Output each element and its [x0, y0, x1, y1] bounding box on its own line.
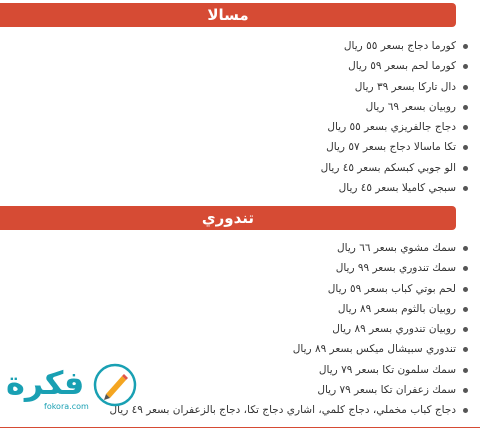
list-item: دجاج جالفريزي بسعر ٥٥ ريال	[0, 117, 470, 137]
menu-list-masala	[0, 36, 470, 198]
fikra-logo	[4, 360, 144, 418]
list-item: دال تاركا بسعر ٣٩ ريال	[0, 77, 470, 97]
list-item: دجاج كباب مخملي، دجاج كلمي، اشاري دجاج تكا، دجاج بالزعفران بسعر ٤٩ ريال	[0, 400, 470, 420]
list-item: كورما لحم بسعر ٥٩ ريال	[0, 56, 470, 76]
list-item: سمك تندوري بسعر ٩٩ ريال	[0, 258, 470, 278]
list-item: سمك مشوي بسعر ٦٦ ريال	[0, 238, 470, 258]
list-item: الو جوبي كبسكم بسعر ٤٥ ريال	[0, 158, 470, 178]
list-item: سبجي كاميلا بسعر ٤٥ ريال	[0, 178, 470, 198]
list-item: روبيان بالثوم بسعر ٨٩ ريال	[0, 299, 470, 319]
list-item: روبيان بسعر ٦٩ ريال	[0, 97, 470, 117]
list-item: تكا ماسالا دجاج بسعر ٥٧ ريال	[0, 137, 470, 157]
list-item: روبيان تندوري بسعر ٨٩ ريال	[0, 319, 470, 339]
list-item: لحم بوتي كباب بسعر ٥٩ ريال	[0, 279, 470, 299]
logo-text: فكرة	[6, 364, 85, 402]
list-item: كورما دجاج بسعر ٥٥ ريال	[0, 36, 470, 56]
section-header-masala: مسالا	[0, 3, 456, 27]
pencil-icon	[92, 362, 138, 408]
section-header-tandoori: تندوري	[0, 206, 456, 230]
list-item: سمك سلمون تكا بسعر ٧٩ ريال	[0, 360, 470, 380]
list-item: تندوري سبيشال ميكس بسعر ٨٩ ريال	[0, 339, 470, 359]
list-item: سمك زعفران تكا بسعر ٧٩ ريال	[0, 380, 470, 400]
logo-domain: fokora.com	[44, 402, 89, 411]
bottom-divider	[0, 427, 480, 428]
